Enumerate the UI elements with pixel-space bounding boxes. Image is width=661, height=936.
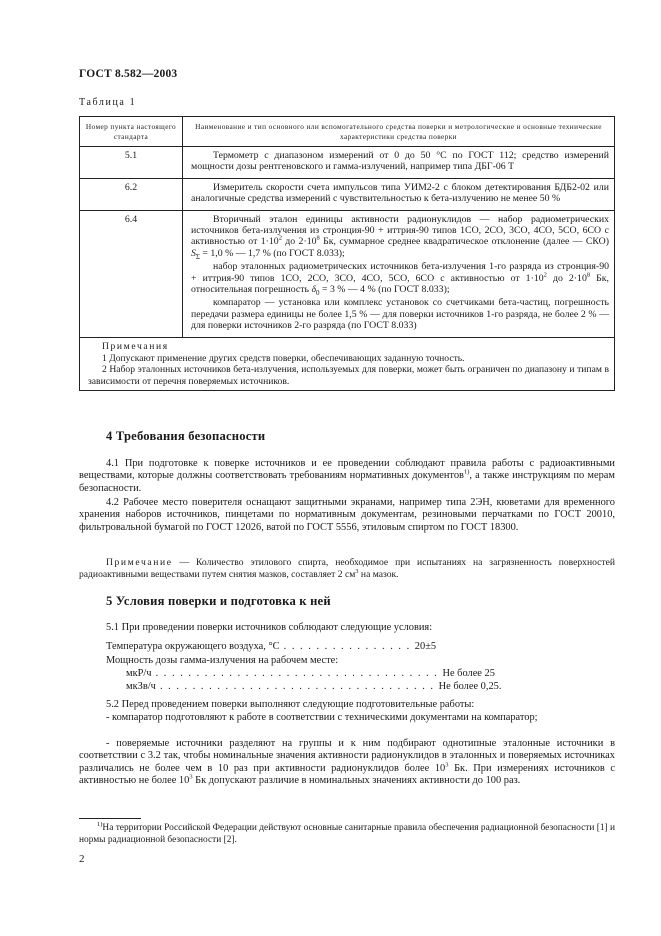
section-4-title: 4 Требования безопасности bbox=[106, 429, 266, 443]
note-item: 1 Допускают применение других средств поверки, обеспечивающих заданную точность. bbox=[102, 352, 465, 364]
section-4-note: Примечание — Количество этилового спирта, необходимое при испытаниях на загрязненность поверхностей радиоактивными веществами путем снятия мазков, составляет 2 $см^3$ на мазок. bbox=[79, 557, 615, 580]
row-clause-number: 5.1 bbox=[80, 147, 183, 179]
section-4-2-paragraph: 4.2 Рабочее место поверителя оснащают защитными экранами, например типа 2ЭН, кюветами для временного хранения наборов источников, пинцетами по нормативным документам, резиновыми перчатками по ГОСТ 20010, фильтровальной бумагой по ГОСТ 12026, ватой по ГОСТ 5556, этиловым спиртом по ГОСТ 18300. bbox=[79, 497, 615, 533]
page-number: 2 bbox=[79, 853, 85, 865]
table-notes-row bbox=[80, 337, 615, 390]
table-row bbox=[80, 210, 615, 337]
comparator-text: компаратор — установка или комплекс установок со счетчиками бета-частиц, погрешность передачи размера единицы не более 1,5 % — для поверки источников 1-го разряда, не более 2 % — для поверки источников 2-го разряда (по ГОСТ 8.033) bbox=[191, 297, 609, 332]
table-caption: Таблица 1 bbox=[79, 97, 137, 108]
document-header: ГОСТ 8.582—2003 bbox=[79, 68, 178, 80]
sources-grouping: - поверяемые источники разделяют на группы и к ним подбирают однотипные эталонные источники в соответствии с 3.2 так, чтобы номинальные значения активности радионуклидов в эталонных и поверяемых источниках различались не более чем в 10 раз при активности радионуклидов более $10^3$ Бк. При измерениях источников с активностью не более $10^3$ Бк допускают различие в номинальных значениях активности до 100 раз. bbox=[79, 738, 615, 786]
equipment-table bbox=[79, 116, 615, 391]
row-description bbox=[183, 210, 615, 337]
reference-set-text: набор эталонных радиометрических источников бета-излучения 1-го разряда из стронция-90 + иттрия-90 типов 1СО, 2СО, 3СО, 4СО, 5СО, 6СО с активностью от $1\cdot 10^2$ до $2\cdot 10^8$ Бк, относительная погрешность $\delta_0 = 3$ % — 4 % (по ГОСТ 8.033); bbox=[191, 261, 609, 298]
dose-rate-label: Мощность дозы гамма-излучения на рабочем месте: bbox=[106, 655, 339, 666]
table-row bbox=[80, 147, 615, 179]
section-5-1-paragraph: 5.1 При проведении поверки источников соблюдают следующие условия: bbox=[106, 622, 433, 633]
table-row bbox=[80, 178, 615, 210]
secondary-standard-text: Вторичный эталон единицы активности радионуклидов — набор радиометрических источников бета-излучения из стронция-90 + иттрия-90 типов 1СО, 2СО, 3СО, 4СО, 5СО, 6СО с активностью от $1\cdot 10^2$ до $2\cdot 10^8$ Бк, суммарное среднее квадратическое отклонение (далее — СКО) $S_\Sigma = 1,0$ % — 1,7 % (по ГОСТ 8.033); bbox=[191, 213, 609, 261]
section-4-1-paragraph: 4.1 При подготовке к поверке источников и ее проведении соблюдают правила работы с радиоактивными веществами, которые должны соответствовать требованиям нормативных документов$^{1)}$, а также инструкциям по мерам безопасности. bbox=[79, 458, 615, 494]
note-item: 2 Набор эталонных источников бета-излучения, используемых для поверки, может быть ограничен по диапазону и типам в зависимости от перечня поверяемых источников. bbox=[88, 364, 609, 387]
temperature-condition: Температура окружающего воздуха, °С . . . . . . . . . . . . . . . . 20±5 bbox=[106, 641, 437, 652]
footnote-divider bbox=[79, 818, 141, 819]
dose-rate-mksv: мкЗв/ч . . . . . . . . . . . . . . . . . . . . . . . . . . . . . . . . . . Не более 0,25. bbox=[126, 681, 502, 692]
row-clause-number: 6.4 bbox=[80, 210, 183, 337]
col-header-equipment: Наименование и тип основного или вспомогательного средства поверки и метрологические и основные технические характеристики средства поверки bbox=[183, 117, 615, 147]
comparator-preparation: - компаратор подготовляют к работе в соответствии с техническими документами на компаратор; bbox=[106, 712, 538, 723]
section-5-title: 5 Условия поверки и подготовка к ней bbox=[106, 594, 331, 608]
notes-title: Примечания bbox=[102, 340, 169, 352]
row-clause-number: 6.2 bbox=[80, 178, 183, 210]
row-description: Измеритель скорости счета импульсов типа УИМ2-2 с блоком детектирования БДБ2-02 или аналогичные средства измерений с чувствительностью к бета-излучению не менее 50 % bbox=[183, 178, 615, 210]
dose-rate-mkr: мкР/ч . . . . . . . . . . . . . . . . . . . . . . . . . . . . . . . . . . . Не более 25 bbox=[126, 668, 495, 679]
section-5-2-paragraph: 5.2 Перед проведением поверки выполняют следующие подготовительные работы: bbox=[106, 699, 475, 710]
col-header-clause: Номер пункта настоящего стандарта bbox=[80, 117, 183, 147]
table-notes bbox=[80, 337, 615, 390]
table-header-row bbox=[80, 117, 615, 147]
footnote: $^{1)}$На территории Российской Федерации действуют основные санитарные правила обеспечения радиационной безопасности [1] и нормы радиационной безопасности [2]. bbox=[79, 820, 615, 845]
row-description: Термометр с диапазоном измерений от 0 до 50 °С по ГОСТ 112; средство измерений мощности дозы рентгеновского и гамма-излучений, например типа ДБГ-06 Т bbox=[183, 147, 615, 179]
